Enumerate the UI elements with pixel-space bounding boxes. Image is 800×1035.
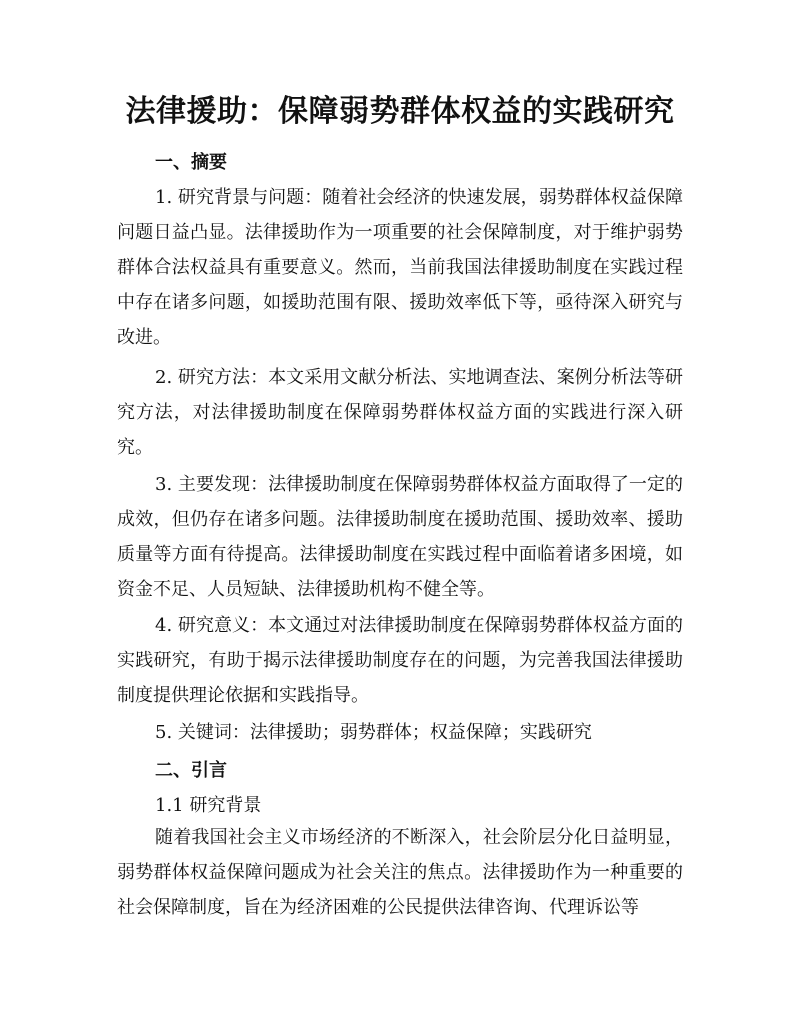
abstract-paragraph-3: 3. 主要发现：法律援助制度在保障弱势群体权益方面取得了一定的成效，但仍存在诸多问题。法律援助制度在援助范围、援助效率、援助质量等方面有待提高。法律援助制度在实践过程中面临着诸多困境，如资金不足、人员短缺、法律援助机构不健全等。 bbox=[117, 474, 683, 600]
subsection-heading-research-background: 1.1 研究背景 bbox=[155, 795, 262, 816]
section-heading-introduction: 二、引言 bbox=[155, 760, 227, 781]
document-title: 法律援助：保障弱势群体权益的实践研究 bbox=[125, 94, 675, 129]
abstract-paragraph-4: 4. 研究意义：本文通过对法律援助制度在保障弱势群体权益方面的实践研究，有助于揭示法律援助制度存在的问题，为完善我国法律援助制度提供理论依据和实践指导。 bbox=[117, 615, 683, 706]
abstract-keywords: 5. 关键词：法律援助；弱势群体；权益保障；实践研究 bbox=[155, 722, 592, 743]
abstract-paragraph-2: 2. 研究方法：本文采用文献分析法、实地调查法、案例分析法等研究方法，对法律援助制度在保障弱势群体权益方面的实践进行深入研究。 bbox=[117, 367, 683, 458]
abstract-paragraph-1: 1. 研究背景与问题：随着社会经济的快速发展，弱势群体权益保障问题日益凸显。法律援助作为一项重要的社会保障制度，对于维护弱势群体合法权益具有重要意义。然而，当前我国法律援助制度在实践过程中存在诸多问题，如援助范围有限、援助效率低下等，亟待深入研究与改进。 bbox=[117, 187, 683, 348]
intro-paragraph: 随着我国社会主义市场经济的不断深入，社会阶层分化日益明显，弱势群体权益保障问题成为社会关注的焦点。法律援助作为一种重要的社会保障制度，旨在为经济困难的公民提供法律咨询、代理诉讼等 bbox=[117, 827, 683, 918]
section-heading-abstract: 一、摘要 bbox=[155, 152, 227, 173]
